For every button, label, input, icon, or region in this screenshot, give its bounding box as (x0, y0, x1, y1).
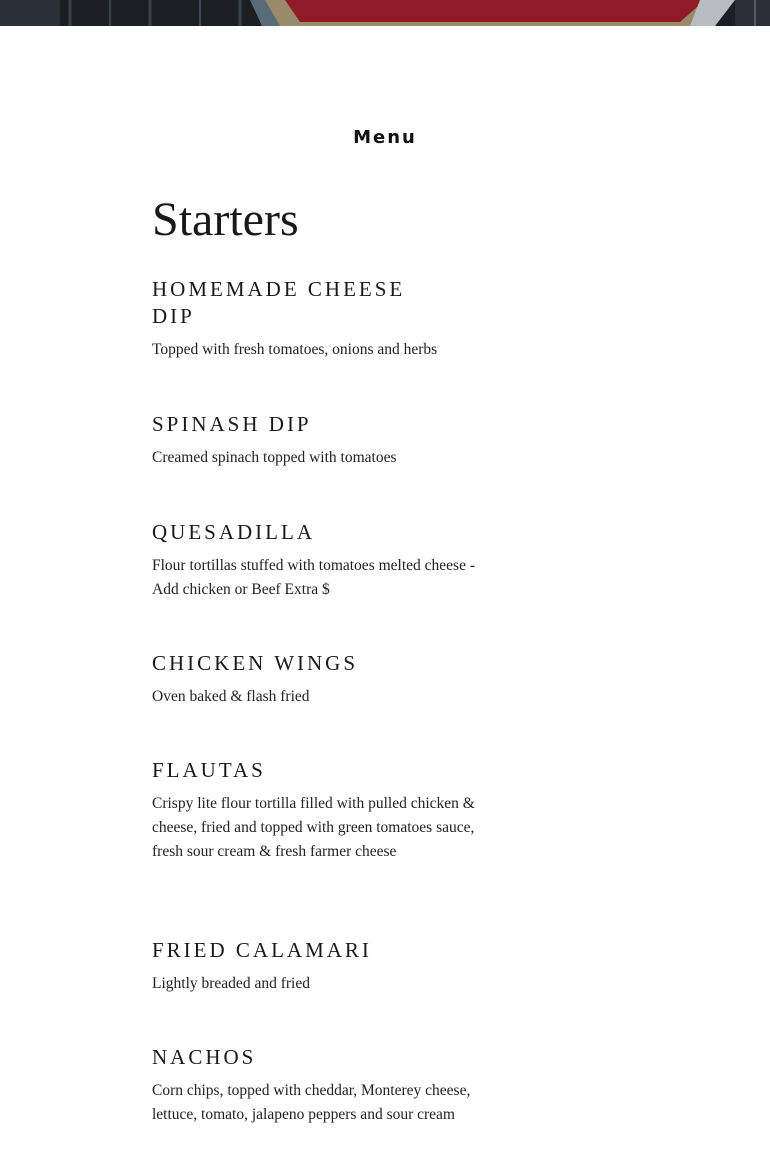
menu-item (152, 519, 492, 602)
menu-item-name: FLAUTAS (152, 758, 266, 782)
menu-item-description: Topped with fresh tomatoes, onions and herbs (152, 341, 438, 358)
menu-item-name: CHICKEN WINGS (152, 651, 359, 675)
menu-item (152, 411, 492, 470)
menu-item-name: NACHOS (152, 1045, 257, 1069)
menu-item-name: SPINASH DIP (152, 412, 312, 436)
section-title-starters: Starters (152, 193, 299, 246)
menu-item-description: Corn chips, topped with cheddar, Monterey cheese, lettuce, tomato, jalapeno peppers and sour cream (152, 1082, 471, 1123)
menu-item-name: FRIED CALAMARI (152, 938, 372, 962)
menu-item (152, 757, 492, 864)
menu-item-description: Oven baked & flash fried (152, 688, 310, 705)
menu-item-description: Flour tortillas stuffed with tomatoes melted cheese - Add chicken or Beef Extra $ (152, 557, 475, 598)
menu-heading: Menu (353, 127, 417, 148)
menu-item-description: Lightly breaded and fried (152, 975, 310, 992)
hero-image-graphic (0, 0, 770, 26)
menu-item-description: Crispy lite flour tortilla filled with pulled chicken & cheese, fried and topped with green tomatoes sauce, fresh sour cream & fresh farmer cheese (152, 795, 475, 860)
menu-item (152, 937, 492, 996)
menu-item (152, 650, 492, 709)
menu-item-name: QUESADILLA (152, 520, 315, 544)
menu-item (152, 276, 492, 362)
menu-item-description: Creamed spinach topped with tomatoes (152, 449, 397, 466)
menu-item (152, 1044, 492, 1127)
hero-image (0, 0, 770, 26)
menu-item-name: HOMEMADE CHEESE DIP (152, 277, 406, 328)
